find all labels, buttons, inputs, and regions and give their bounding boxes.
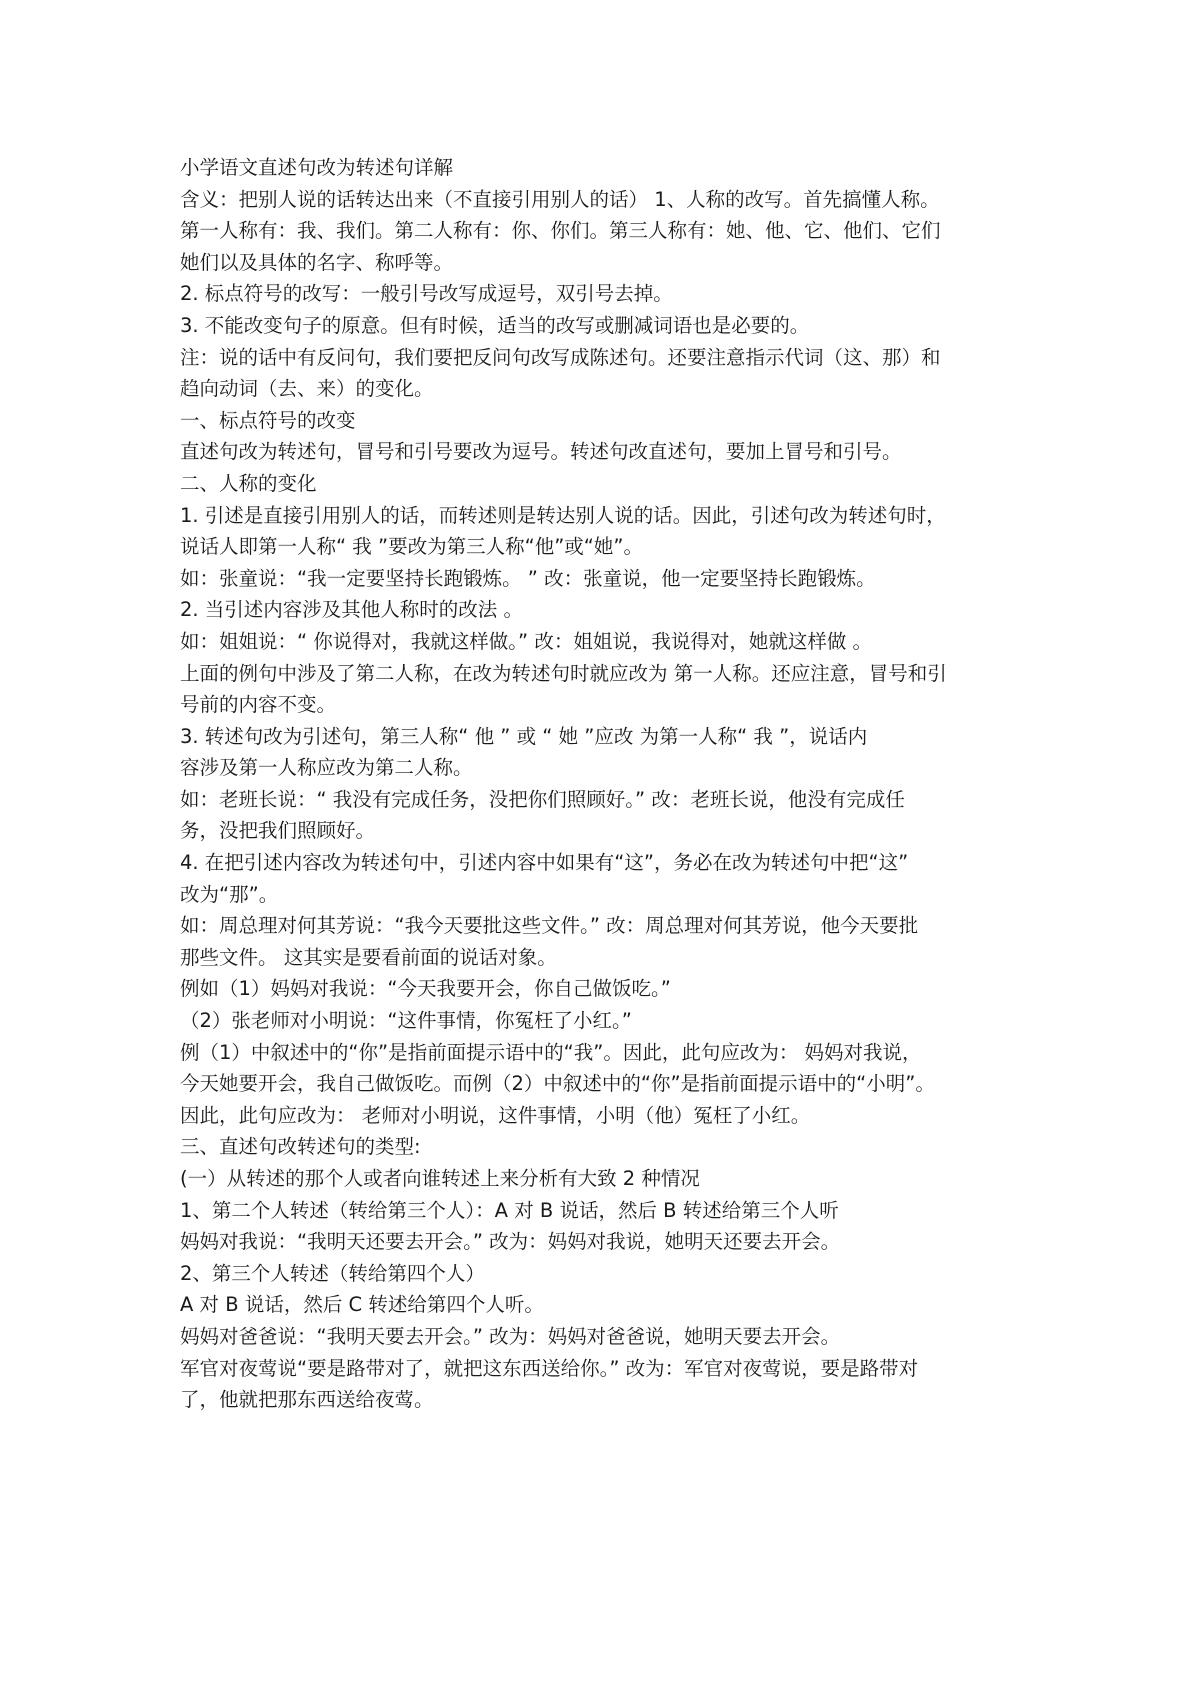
- text-line: 2. 当引述内容涉及其他人称时的改法 。: [180, 598, 524, 622]
- text-line: 那些文件。 这其实是要看前面的说话对象。: [180, 945, 557, 969]
- text-line: 如：老班长说：“ 我没有完成任务，没把你们照顾好。” 改：老班长说，他没有完成任: [180, 787, 905, 811]
- text-line: 3. 不能改变句子的原意。但有时候，适当的改写或删减词语也是必要的。: [180, 313, 810, 337]
- text-line: 例如（1）妈妈对我说：“今天我要开会，你自己做饭吃。”: [180, 977, 671, 1001]
- text-line: 务，没把我们照顾好。: [180, 819, 376, 843]
- text-line: 如：张童说：“我一定要坚持长跑锻炼。 ” 改：张童说，他一定要坚持长跑锻炼。: [180, 566, 876, 590]
- text-line: 说话人即第一人称“ 我 ”要改为第三人称“他”或“她”。: [180, 535, 644, 559]
- text-line: 注：说的话中有反问句，我们要把反问句改写成陈述句。还要注意指示代词（这、那）和: [180, 345, 941, 369]
- text-line: A 对 B 说话，然后 C 转述给第四个人听。: [180, 1293, 544, 1317]
- text-line: 容涉及第一人称应改为第二人称。: [180, 756, 473, 780]
- text-line: 如：周总理对何其芳说：“我今天要批这些文件。” 改：周总理对何其芳说，他今天要批: [180, 914, 919, 938]
- text-line: 妈妈对我说：“我明天还要去开会。” 改为：妈妈对我说，她明天还要去开会。: [180, 1230, 841, 1254]
- text-line: （2）张老师对小明说：“这件事情，你冤枉了小红。”: [180, 1009, 632, 1033]
- text-line: 今天她要开会，我自己做饭吃。而例（2）中叙述中的“你”是指前面提示语中的“小明”。: [180, 1072, 935, 1096]
- text-line: 改为“那”。: [180, 882, 279, 906]
- text-line: 了，他就把那东西送给夜莺。: [180, 1388, 434, 1412]
- text-line: 3. 转述句改为引述句，第三人称“ 他 ” 或 “ 她 ”应改 为第一人称“ 我 ”，说话内: [180, 724, 868, 748]
- section-heading: 二、人称的变化: [180, 471, 317, 495]
- text-line: 例（1）中叙述中的“你”是指前面提示语中的“我”。因此，此句应改为： 妈妈对我说，: [180, 1040, 922, 1064]
- section-heading: 一、标点符号的改变: [180, 408, 356, 432]
- text-line: 号前的内容不变。: [180, 693, 337, 717]
- text-line: 军官对夜莺说“要是路带对了，就把这东西送给你。” 改为：军官对夜莺说，要是路带对: [180, 1356, 919, 1380]
- text-line: 如：姐姐说：“ 你说得对，我就这样做。” 改：姐姐说，我说得对，她就这样做 。: [180, 629, 873, 653]
- text-line: 4. 在把引述内容改为转述句中，引述内容中如果有“这”，务必在改为转述句中把“这”: [180, 851, 909, 875]
- text-line: 第一人称有：我、我们。第二人称有：你、你们。第三人称有：她、他、它、他们、它们: [180, 219, 941, 243]
- document-body: [180, 152, 1020, 1416]
- text-line: 趋向动词（去、来）的变化。: [180, 377, 434, 401]
- section-heading: 三、直述句改转述句的类型:: [180, 1135, 421, 1159]
- document-title: 小学语文直述句改为转述句详解: [180, 156, 454, 179]
- text-line: 妈妈对爸爸说：“我明天要去开会。” 改为：妈妈对爸爸说，她明天要去开会。: [180, 1324, 841, 1348]
- text-line: 2. 标点符号的改写：一般引号改写成逗号，双引号去掉。: [180, 282, 673, 306]
- text-line: 含义：把别人说的话转达出来（不直接引用别人的话） 1、人称的改写。首先搞懂人称。: [180, 187, 940, 211]
- text-line: 1、第二个人转述（转给第三个人）：A 对 B 说话，然后 B 转述给第三个人听: [180, 1198, 839, 1222]
- text-line: 她们以及具体的名字、称呼等。: [180, 250, 454, 274]
- text-line: 因此，此句应改为： 老师对小明说，这件事情，小明（他）冤枉了小红。: [180, 1103, 811, 1127]
- text-line: 2、第三个人转述（转给第四个人）: [180, 1261, 485, 1285]
- text-line: 1. 引述是直接引用别人的话，而转述则是转达别人说的话。因此，引述句改为转述句时，: [180, 503, 946, 527]
- text-line: 上面的例句中涉及了第二人称，在改为转述句时就应改为 第一人称。还应注意，冒号和引: [180, 661, 947, 685]
- text-line: 直述句改为转述句，冒号和引号要改为逗号。转述句改直述句，要加上冒号和引号。: [180, 440, 902, 464]
- text-line: (一）从转述的那个人或者向谁转述上来分析有大致 2 种情况: [180, 1167, 700, 1190]
